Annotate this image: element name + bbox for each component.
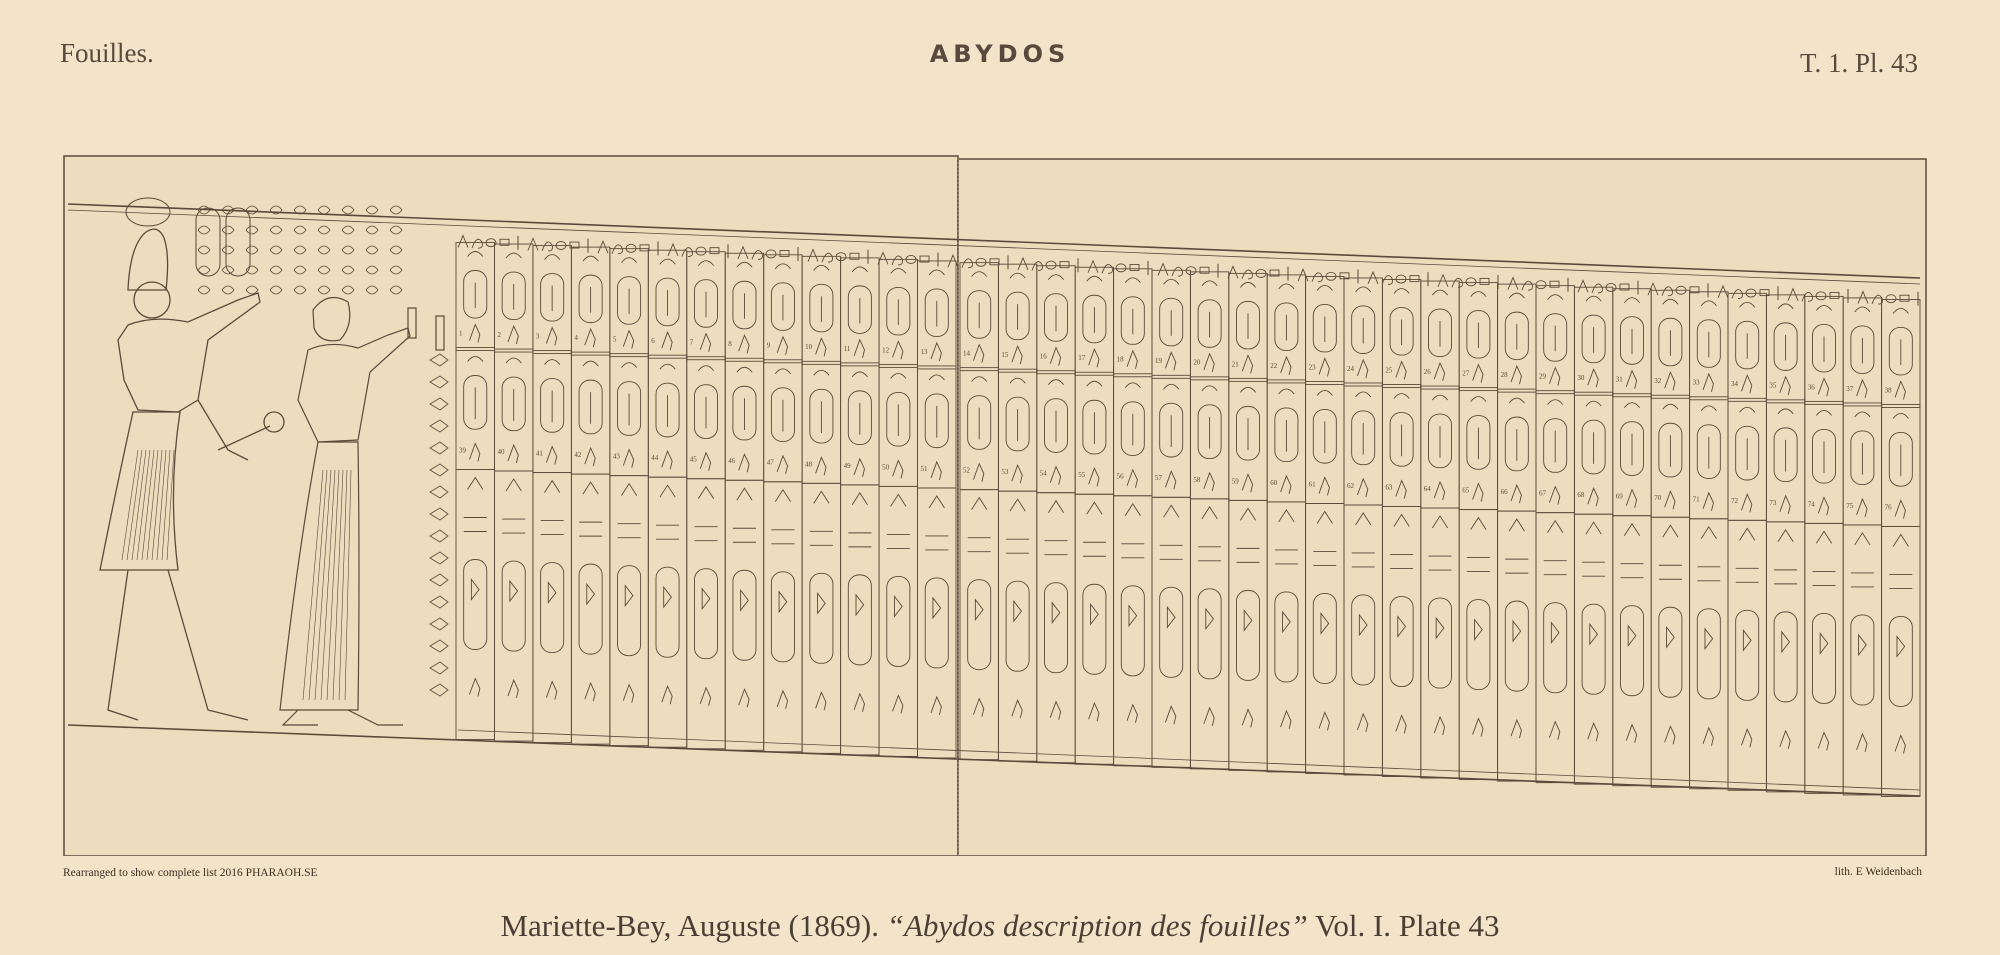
king-number: 16 — [1039, 352, 1047, 361]
king-number: 20 — [1193, 358, 1201, 367]
king-number: 72 — [1731, 497, 1738, 506]
king-number: 45 — [689, 455, 697, 464]
king-number: 32 — [1654, 377, 1662, 386]
king-number: 38 — [1884, 386, 1892, 395]
citation-author: Mariette-Bey, Auguste (1869). — [500, 908, 879, 943]
king-number: 53 — [1001, 468, 1009, 477]
king-number: 12 — [882, 346, 890, 355]
king-number: 50 — [882, 463, 890, 472]
king-number: 65 — [1462, 486, 1470, 495]
king-number: 52 — [963, 466, 970, 475]
king-number: 18 — [1116, 355, 1124, 364]
citation — [0, 908, 2000, 944]
king-number: 68 — [1577, 491, 1585, 500]
king-number: 14 — [963, 349, 970, 358]
king-number: 17 — [1078, 354, 1086, 363]
king-number: 10 — [805, 343, 813, 352]
king-number: 76 — [1884, 503, 1892, 512]
king-number: 36 — [1807, 383, 1815, 392]
king-number: 26 — [1423, 367, 1431, 376]
rearrangement-note: Rearranged to show complete list 2016 PHARAOH.SE — [63, 867, 318, 879]
king-number: 75 — [1846, 501, 1854, 510]
king-number: 29 — [1539, 372, 1546, 381]
king-number: 51 — [920, 464, 928, 473]
king-number: 62 — [1347, 481, 1354, 490]
king-number: 58 — [1193, 475, 1201, 484]
king-number: 57 — [1155, 474, 1162, 483]
king-number: 66 — [1500, 488, 1508, 497]
king-number: 49 — [843, 461, 851, 470]
king-number: 73 — [1769, 498, 1777, 507]
king-number: 8 — [728, 340, 732, 349]
king-number: 33 — [1692, 378, 1700, 387]
king-number: 24 — [1347, 364, 1354, 373]
king-number: 7 — [689, 338, 694, 347]
king-number: 1 — [459, 329, 463, 338]
king-number: 25 — [1385, 366, 1393, 375]
king-number: 41 — [535, 449, 543, 458]
king-number: 15 — [1001, 351, 1009, 360]
page-header — [0, 0, 2000, 120]
king-number: 46 — [728, 457, 736, 466]
king-number: 19 — [1155, 357, 1162, 366]
king-number: 48 — [805, 460, 813, 469]
king-number: 3 — [535, 332, 540, 341]
king-number: 74 — [1807, 500, 1815, 509]
lithographer-credit: lith. E Weidenbach — [1834, 866, 1922, 878]
king-number: 59 — [1231, 477, 1239, 486]
citation-volume: Vol. I. Plate 43 — [1314, 908, 1500, 943]
king-number: 54 — [1039, 469, 1047, 478]
king-number: 23 — [1308, 363, 1316, 372]
king-number: 22 — [1270, 361, 1278, 370]
plate-sheet-right — [958, 159, 1926, 856]
king-number: 21 — [1231, 360, 1239, 369]
king-list-plate — [58, 150, 1928, 856]
king-number: 64 — [1423, 484, 1431, 493]
king-number: 44 — [651, 454, 659, 463]
king-number: 71 — [1692, 495, 1700, 504]
king-number: 11 — [843, 344, 851, 353]
king-number: 67 — [1539, 489, 1546, 498]
king-number: 30 — [1577, 374, 1585, 383]
king-number: 6 — [651, 337, 655, 346]
king-number: 56 — [1116, 472, 1124, 481]
king-number: 27 — [1462, 369, 1470, 378]
king-number: 70 — [1654, 494, 1662, 503]
king-number: 9 — [766, 341, 771, 350]
king-number: 31 — [1615, 375, 1623, 384]
king-number: 69 — [1615, 492, 1623, 501]
citation-title: “Abydos description des fouilles” — [886, 908, 1308, 943]
king-number: 2 — [497, 330, 501, 339]
king-number: 40 — [497, 447, 505, 456]
king-number: 5 — [612, 335, 617, 344]
king-number: 47 — [766, 458, 774, 467]
series-label: Fouilles. — [60, 38, 154, 68]
king-number: 4 — [574, 333, 578, 342]
king-number: 42 — [574, 451, 582, 460]
king-number: 35 — [1769, 381, 1777, 390]
king-number: 60 — [1270, 478, 1278, 487]
king-list-drawing — [58, 150, 1928, 856]
king-number: 13 — [920, 347, 928, 356]
king-number: 63 — [1385, 483, 1393, 492]
king-number: 34 — [1731, 380, 1738, 389]
king-number: 61 — [1308, 480, 1316, 489]
plate-title: ABYDOS — [929, 40, 1071, 68]
king-number: 39 — [459, 446, 466, 455]
king-number: 37 — [1846, 384, 1854, 393]
king-number: 55 — [1078, 471, 1086, 480]
king-number: 28 — [1500, 371, 1508, 380]
plate-number: T. 1. Pl. 43 — [1799, 48, 1918, 78]
plate-sheet-left — [64, 156, 958, 856]
king-number: 43 — [612, 452, 620, 461]
